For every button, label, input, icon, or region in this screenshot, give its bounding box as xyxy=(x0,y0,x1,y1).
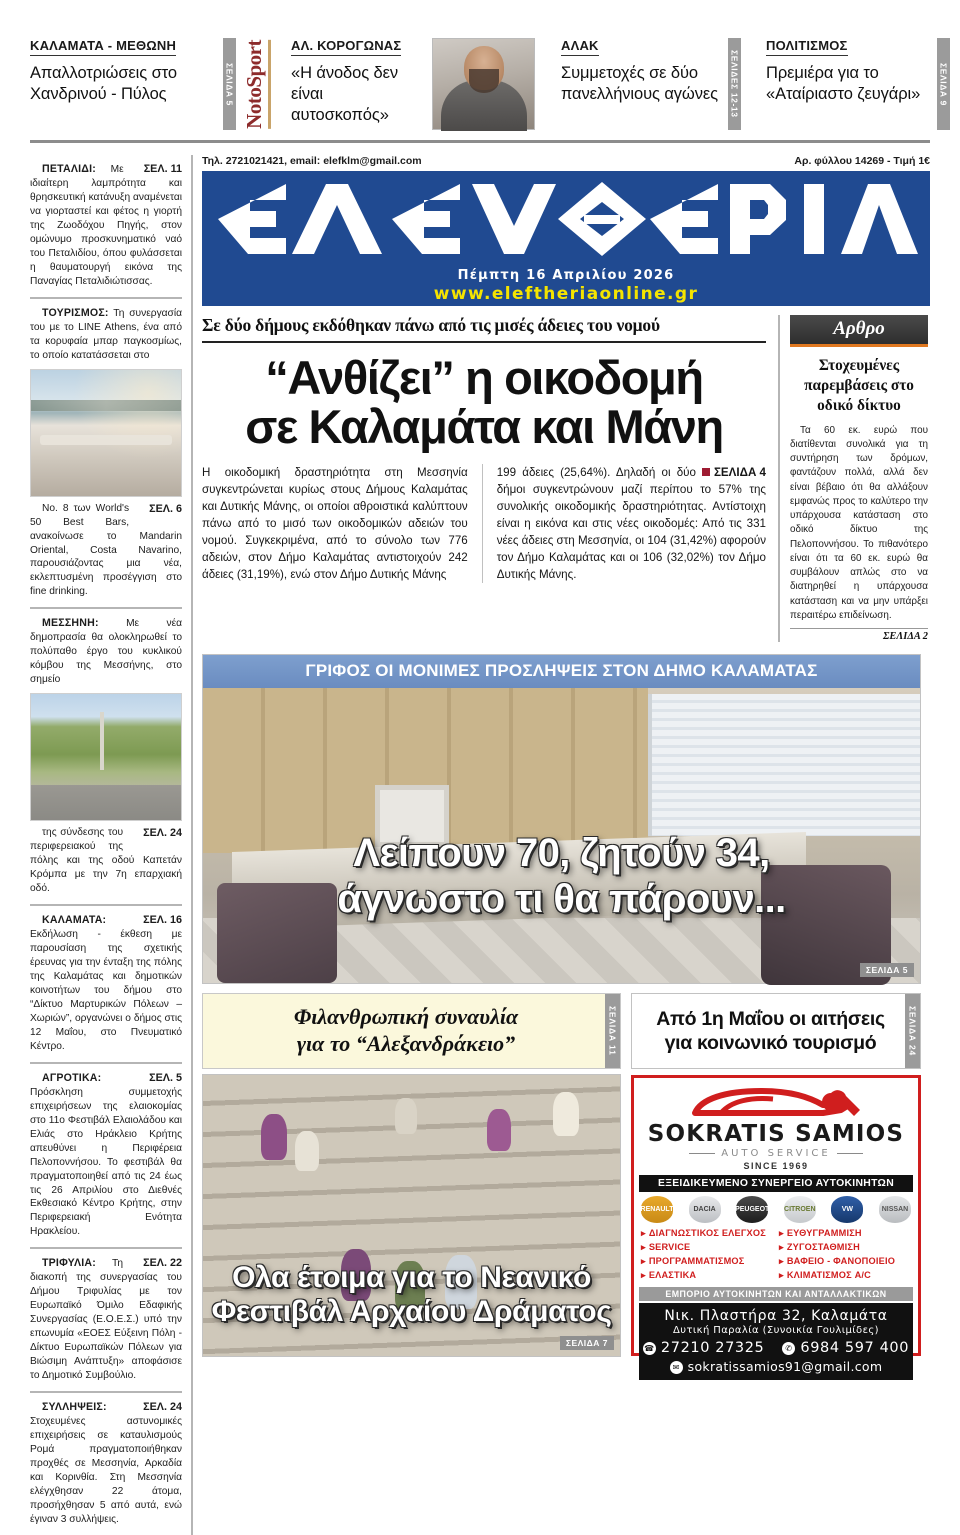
tourism-page-tab[interactable]: ΣΕΛΙΔΑ 24 xyxy=(905,994,920,1068)
brief-caption: No. 8 των World's 50 Best Bars, ανακοίνωσε το Mandarin Oriental, Costa Navarino, παρουσιάζοντας μια νέα, εκλεπτυσμένη προσέγγιση στο fine drinking. xyxy=(30,502,182,598)
brief-text: Με ιδιαίτερη λαμπρότητα και θρησκευτική κατάνυξη αναμένεται να γιορταστεί και φέτος η γιορτή της Ζωοδόχου Πηγής, στον ομώνυμο προσκυνηματικό ναό του Πεταλιδίου, όπου φυλάσσεται η θαυματουργή εικόνα της Παναγίας Πεταλιδιώτισσας. xyxy=(30,164,182,287)
concert-title-line1: Φιλανθρωπική συναυλία xyxy=(293,1004,519,1030)
contact-info: Τηλ. 2721021421, email: elefklm@gmail.com xyxy=(202,155,422,167)
header-divider xyxy=(30,140,930,143)
ad-services-left xyxy=(641,1227,773,1283)
promo-item-korogonas[interactable] xyxy=(291,38,543,130)
service-item: ▸ ΖΥΓΟΣΤΑΘΜΙΣΗ xyxy=(779,1241,911,1255)
masthead-info-line xyxy=(202,155,930,171)
masthead-logo xyxy=(214,178,918,262)
right-column xyxy=(631,993,921,1375)
citroen-logo-icon: CITROEN xyxy=(784,1196,816,1223)
ad-brand-logos xyxy=(639,1192,913,1226)
ad-phones xyxy=(641,1340,911,1356)
brief-lead: ΠΕΤΑΛΙΔΙ: xyxy=(42,163,96,175)
brief-page-ref[interactable]: ΣΕΛ. 16 xyxy=(143,914,182,927)
brief-lead: ΑΓΡΟΤΙΚΑ: xyxy=(42,1071,102,1084)
theatre-photo[interactable] xyxy=(202,1074,621,1357)
service-item: ▸ ΠΡΟΓΡΑΜΜΑΤΙΣΜΟΣ xyxy=(641,1255,773,1269)
brief-lead: ΤΡΙΦΥΛΙΑ: xyxy=(42,1257,96,1270)
feature-band-title: ΓΡΙΦΟΣ ΟΙ ΜΟΝΙΜΕΣ ΠΡΟΣΛΗΨΕΙΣ ΣΤΟΝ ΔΗΜΟ ΚΑΛΑΜΑΤΑΣ xyxy=(203,655,920,688)
ad-email[interactable]: ✉ sokratissamios91@gmail.com xyxy=(641,1359,911,1374)
concert-title xyxy=(203,1004,605,1058)
article-label: Αρθρο xyxy=(790,315,928,347)
car-icon xyxy=(639,1083,913,1123)
brief-text: Εκδήλωση - έκθεση με παρουσίαση της σχετικής έρευνας για την ένταξη της πόλης της Καλαμάτας και δημοτικών κοινοτήτων του δήμου στο “Δίκτυο Μαρτυρικών Πόλεων – Χωριών”, οργανώνει ο δήμος στις 12 Μαΐου, στο Πνευματικό Κέντρο. xyxy=(30,929,182,1052)
envelope-icon: ✉ xyxy=(670,1361,683,1374)
brief-lead: ΣΥΛΛΗΨΕΙΣ: xyxy=(42,1401,107,1414)
tourism-title-line2: για κοινωνικό τουρισμό xyxy=(664,1032,877,1055)
lead-section xyxy=(202,315,930,642)
tourism-title-line1: Από 1η Μαΐου οι αιτήσεις xyxy=(656,1007,885,1030)
brief-trifylia[interactable] xyxy=(30,1247,182,1391)
lead-body-col1: Η οικοδομική δραστηριότητα στη Μεσσηνία συγκεντρώνεται κυρίως στους Δήμους Καλαμάτας και Δυτικής Μάνης, οι οποίοι αθροιστικά καλύπτουν πάνω από το μισό των οικοδομικών αδειών του νομού. Συγκεκριμένα, από το σύνολο των 776 αδειών, στον Δήμο Καλαμάτας αντιστοιχούν 242 άδειες (31,19%), ενώ στον Δήμο Δυτικής Μάνης xyxy=(202,465,468,581)
promo-kicker: ΚΑΛΑΜΑΤΑ - ΜΕΘΩΝΗ xyxy=(30,38,176,56)
notosport-label: NotoSport xyxy=(242,40,271,129)
square-bullet-icon xyxy=(702,468,710,476)
dacia-logo-icon: DACIA xyxy=(689,1196,721,1223)
brief-text: Πρόσκληση συμμετοχής επιχειρήσεων της ελαιοκομίας στο 11ο Φεστιβάλ Ελαιολάδου και Ελιάς στο Ηράκλειο Κρήτης απευθύνει η Περιφέρεια Πελοποννήσου. Το φεστιβάλ θα πραγματοποιηθεί από τις 24 έως τις 26 Απριλίου στο Διεθνές Εκθεσιακό Κέντρο Κρήτης, στην Περιφερειακή Ενότητα Ηρακλείου. xyxy=(30,1086,182,1238)
concert-title-line2: για το “Αλεξανδράκειο” xyxy=(296,1031,516,1057)
ad-specialty-band: ΕΞΕΙΔΙΚΕΥΜΕΝΟ ΣΥΝΕΡΓΕΙΟ ΑΥΤΟΚΙΝΗΤΩΝ xyxy=(639,1175,913,1192)
concert-headline-box[interactable] xyxy=(202,993,621,1069)
service-item: ▸ ΔΙΑΓΝΩΣΤΙΚΟΣ ΕΛΕΓΧΟΣ xyxy=(641,1227,773,1241)
promo-kicker: ΑΛ. ΚΟΡΟΓΩΝΑΣ xyxy=(291,38,401,56)
page-tab[interactable]: ΣΕΛΙΔΑ 9 xyxy=(937,38,950,130)
promo-headline: Συμμετοχές σε δύο πανελλήνιους αγώνες xyxy=(561,64,718,104)
ad-landline[interactable]: ☎ 27210 27325 xyxy=(644,1340,765,1357)
theatre-figure xyxy=(553,1092,579,1136)
feature-overlay-line2: άγνωστο τι θα πάρουν... xyxy=(337,877,786,922)
brief-lead: ΜΕΣΣΗΝΗ: xyxy=(42,617,99,630)
promo-item-alak[interactable] xyxy=(561,38,748,130)
feature-page-ref[interactable]: ΣΕΛΙΔΑ 5 xyxy=(860,963,914,977)
promo-headline: «Η άνοδος δεν είναι αυτοσκοπός» xyxy=(291,64,399,125)
masthead-date: Πέμπτη 16 Απριλίου 2026 xyxy=(457,267,675,283)
brief-text: Τη διακοπή της συνεργασίας του Δήμου Τριφυλίας με τον Ευρωπαϊκό Όμιλο Εδαφικής Συνεργασίας (Ε.Ο.Ε.Σ.) υπό την επωνυμία «ΕΟΕΣ Εύξεινη Πόλη - Δίκτυο Ευρωπαϊκών Πόλεων για Βιώσιμη Ανάπτυξη» αποφάσισε το Δημοτικό Συμβούλιο. xyxy=(30,1258,182,1382)
brief-lead: ΤΟΥΡΙΣΜΟΣ: xyxy=(42,306,109,319)
feature-overlay-text xyxy=(203,830,920,923)
brief-text: Τη συνεργασία του με το LINE Athens, ένα από τα κορυφαία μπαρ παγκοσμίως, το οποίο κατατάσσεται στο xyxy=(30,307,182,361)
ad-company-name: SOKRATIS SAMIOS xyxy=(647,1121,905,1148)
service-item: ▸ ΕΥΘΥΓΡΑΜΜΙΣΗ xyxy=(779,1227,911,1241)
volkswagen-logo-icon: VW xyxy=(831,1196,863,1223)
brief-photo-messini xyxy=(30,693,182,821)
bottom-section xyxy=(202,993,930,1375)
promo-kicker: ΠΟΛΙΤΙΣΜΟΣ xyxy=(766,38,848,56)
feature-overlay-line1: Λείπουν 70, ζητούν 34, xyxy=(353,830,770,875)
feature-photo-office xyxy=(203,688,920,983)
main-content xyxy=(202,155,930,1375)
ad-services-right xyxy=(779,1227,911,1283)
phone-icon: ☎ xyxy=(644,1343,655,1353)
page-tab[interactable]: ΣΕΛΙΔΑ 5 xyxy=(223,38,236,130)
ad-logo xyxy=(639,1083,913,1171)
ad-address-secondary: Δυτική Παραλία (Συνοικία Γουλιμίδες) xyxy=(673,1325,879,1337)
lead-body xyxy=(202,464,766,583)
masthead-url[interactable]: www.eleftheriaonline.gr xyxy=(433,283,699,304)
theatre-figure xyxy=(487,1109,511,1151)
theatre-overlay-line1: Ολα έτοιμα για το Νεανικό xyxy=(232,1260,591,1294)
page-tab[interactable]: ΣΕΛΙΔΕΣ 12-13 xyxy=(728,38,741,130)
lead-kicker: Σε δύο δήμους εκδόθηκαν πάνω από τις μισές άδειες του νομού xyxy=(202,315,766,343)
concert-page-tab[interactable]: ΣΕΛΙΔΑ 11 xyxy=(605,994,620,1068)
ad-trade-band: ΕΜΠΟΡΙΟ ΑΥΤΟΚΙΝΗΤΩΝ ΚΑΙ ΑΝΤΑΛΛΑΚΤΙΚΩΝ xyxy=(639,1287,913,1301)
brief-tourismos[interactable] xyxy=(30,297,182,608)
promo-portrait-photo xyxy=(432,38,535,130)
promo-headline: Πρεμιέρα για το «Αταίριαστο ζευγάρι» xyxy=(766,64,921,104)
notosport-logo xyxy=(243,38,269,130)
ad-since: SINCE 1969 xyxy=(743,1161,809,1172)
lead-story[interactable] xyxy=(202,315,780,642)
service-item: ▸ SERVICE xyxy=(641,1241,773,1255)
masthead xyxy=(202,171,930,306)
brief-photo-navarino xyxy=(30,369,182,497)
lead-headline-line2: σε Καλαμάτα και Μάνη xyxy=(245,399,723,453)
lead-headline xyxy=(202,351,766,453)
tourism-headline-box[interactable] xyxy=(631,993,921,1069)
concert-column xyxy=(202,993,621,1357)
brief-petalidi[interactable] xyxy=(30,155,182,297)
brief-syllipseis[interactable] xyxy=(30,1391,182,1535)
ad-mobile[interactable]: ✆ 6984 597 400 xyxy=(782,1340,909,1356)
brief-agrotika[interactable] xyxy=(30,1062,182,1248)
tourism-title xyxy=(632,1007,905,1056)
brief-page-ref[interactable]: ΣΕΛ. 5 xyxy=(149,1071,182,1084)
theatre-overlay-text xyxy=(203,1261,620,1331)
article-body: Τα 60 εκ. ευρώ που διατίθενται συνολικά για τη συντήρηση των δρόμων, φαντάζουν πολλά, αλλά δεν είναι βέβαιο ότι θα αλλάξουν εμφανώς προς το καλύτερο την υπάρχουσα κατάσταση στο οδικό δίκτυο της Πελοποννήσου. Το πιθανότερο είναι ότι τα 60 εκ. ευρώ θα συμβάλουν απλώς στο να διατηρηθεί η υπάρχουσα κατάσταση και να μην υπάρξει περαιτέρω επιδείνωση. xyxy=(790,424,928,621)
advertisement-sokratis-samios[interactable] xyxy=(631,1075,921,1375)
ad-services xyxy=(639,1226,913,1285)
brief-page-ref[interactable]: ΣΕΛ. 24 xyxy=(143,1401,182,1414)
promo-headline: Απαλλοτριώσεις στο Χανδρινού - Πύλος xyxy=(30,64,177,104)
brief-page-ref[interactable]: ΣΕΛ. 11 xyxy=(143,163,182,175)
top-promo-strip xyxy=(30,38,949,130)
lead-body-col2: 199 άδειες (25,64%). Δηλαδή οι δύο δήμοι συγκεντρώνουν μαζί περίπου το 57% της συνολικής οικοδομικής δραστηριότητας. Αντίστοιχη είναι η εικόνα και στις νέες οικοδομές: Από τις 331 νέες άδειες στη Μεσσηνία, οι 104 (31,42%) αφορούν τον Δήμο Καλαμάτας και οι 106 (32,02%) τον Δήμο Δυτικής Μάνης. xyxy=(496,465,766,581)
service-item: ▸ ΕΛΑΣΤΙΚΑ xyxy=(641,1269,773,1283)
ad-contact-block xyxy=(639,1303,913,1380)
renault-logo-icon: RENAULT xyxy=(641,1196,673,1223)
promo-kicker: ΑΛΑΚ xyxy=(561,38,599,56)
service-item: ▸ ΚΛΙΜΑΤΙΣΜΟΣ A/C xyxy=(779,1269,911,1283)
ad-subtitle: AUTO SERVICE xyxy=(639,1148,913,1159)
promo-item-politismos[interactable] xyxy=(766,38,957,130)
lead-page-ref[interactable]: ΣΕΛΙΔΑ 4 xyxy=(702,464,766,481)
feature-story[interactable] xyxy=(202,654,921,984)
brief-lead: ΚΑΛΑΜΑΤΑ: xyxy=(42,914,107,927)
lead-headline-line1: “Ανθίζει” η οικοδομή xyxy=(265,351,703,404)
sidebar-briefs xyxy=(30,155,193,1535)
article-page-ref[interactable]: ΣΕΛΙΔΑ 2 xyxy=(790,628,928,642)
issue-info: Αρ. φύλλου 14269 - Τιμή 1€ xyxy=(794,155,930,167)
theatre-overlay-line2: Φεστιβάλ Αρχαίου Δράματος xyxy=(211,1295,612,1329)
peugeot-logo-icon: PEUGEOT xyxy=(736,1196,768,1223)
theatre-page-ref[interactable]: ΣΕΛΙΔΑ 7 xyxy=(560,1336,614,1350)
article-title: Στοχευμένες παρεμβάσεις στο οδικό δίκτυο xyxy=(804,357,914,414)
ad-address: Νικ. Πλαστήρα 32, Καλαμάτα xyxy=(664,1308,888,1325)
mobile-icon: ✆ xyxy=(782,1342,795,1355)
theatre-figure xyxy=(261,1114,287,1160)
brief-caption: της σύνδεσης του περιφερειακού της πόλης και της οδού Καπετάν Κρόμπα με την 7η επαρχιακή οδό. xyxy=(30,827,182,895)
brief-page-ref[interactable]: ΣΕΛ. 6 xyxy=(149,502,182,515)
nissan-logo-icon: NISSAN xyxy=(879,1196,911,1223)
brief-text: Με νέα δημοπρασία θα ολοκληρωθεί το πολύπαθο έργο του κυκλικού κόμβου της Μεσσήνης, στο σημείο xyxy=(30,618,182,686)
service-item: ▸ ΒΑΦΕΙΟ - ΦΑΝΟΠΟΙΕΙΟ xyxy=(779,1255,911,1269)
brief-page-ref[interactable]: ΣΕΛ. 24 xyxy=(143,827,182,840)
theatre-figure xyxy=(395,1098,417,1134)
article-column[interactable] xyxy=(780,315,928,642)
brief-kalamata[interactable] xyxy=(30,904,182,1062)
theatre-figure xyxy=(295,1131,319,1171)
brief-text: Στοχευμένες αστυνομικές επιχειρήσεις σε καταυλισμούς Ρομά πραγματοποιήθηκαν προχθές σε Μεσσηνία, Αρκαδία και Κορινθία. Στη Μεσσηνία ελέγχθησαν 22 άτομα, προσήχθησαν 5 από αυτά, ενώ έγιναν 3 συλλήψεις. xyxy=(30,1416,182,1525)
brief-page-ref[interactable]: ΣΕΛ. 22 xyxy=(143,1257,182,1270)
brief-messini[interactable] xyxy=(30,607,182,904)
promo-item-kalamata-methoni[interactable] xyxy=(30,38,243,130)
